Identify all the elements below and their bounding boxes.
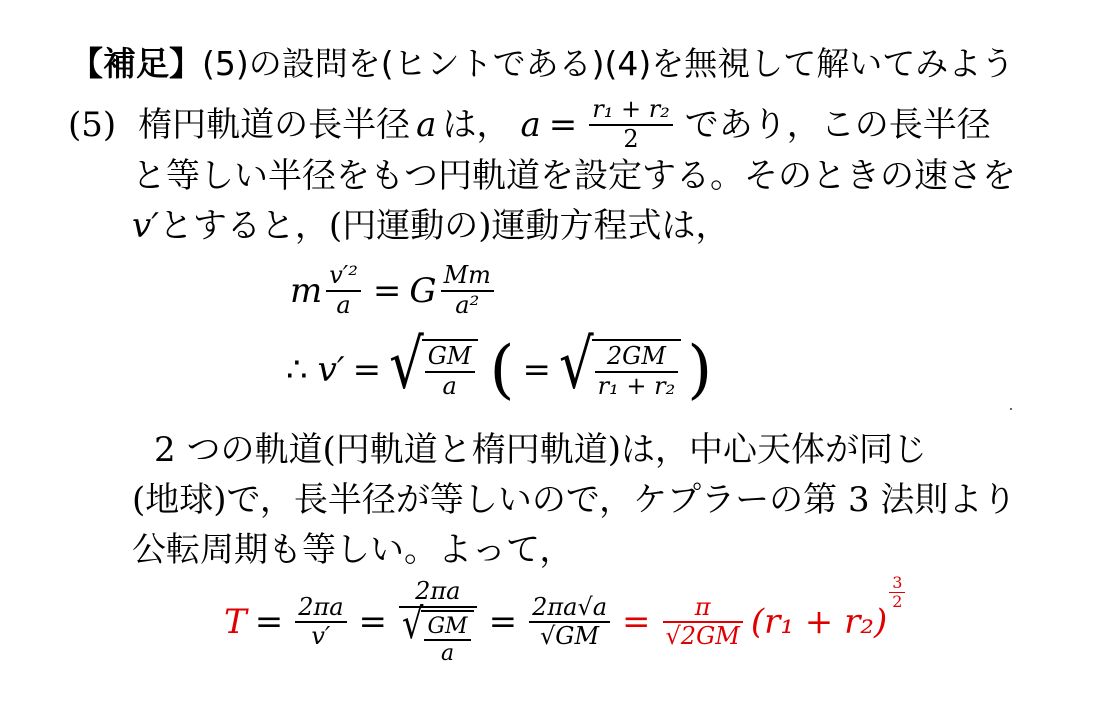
para1-line2: と等しい半径をもつ円軌道を設定する。そのときの速さを (132, 156, 1016, 196)
eq2-sqrt2-num: 2GM (606, 342, 666, 371)
para1-text1: 楕円軌道の長半径 (138, 104, 411, 145)
eq3-frac3-num: 2πa√a (532, 592, 608, 621)
eq1-G: G (409, 270, 437, 311)
velocity-equation: ∴ v′ = √ $\frac{GM}{a}$ ( = √ $\frac{2GM}{\text{r₁ + r₂}}$ ) (286, 325, 713, 407)
para1-line1 (68, 96, 991, 153)
equation-of-motion (290, 262, 498, 319)
heading-text: (5)の設問を(ヒントである)(4)を無視して解いてみよう (202, 44, 1015, 83)
eq2-sqrt1: √ $\frac{GM}{a}$ (389, 339, 477, 400)
eq3-equals-2: = (358, 602, 388, 643)
eq1-lhs-num: v′² (329, 261, 358, 289)
eq2-sqrt1-num: GM (427, 342, 472, 371)
therefore-symbol: ∴ (286, 350, 308, 390)
eq3-radius-sum: (r₁ + r₂) (750, 602, 888, 643)
eq3-equals-4: = (622, 602, 651, 643)
eq3-frac2 (399, 578, 477, 666)
question-number: (5) (68, 104, 117, 145)
fraction-denominator: 2 (589, 124, 673, 154)
eq1-equals: = (372, 270, 402, 311)
eq2-inner-equals: = (522, 350, 551, 390)
velocity-symbol: v′ (132, 206, 159, 246)
eq3-result-num: π (694, 592, 711, 621)
period-equation (224, 573, 909, 666)
para1-text3: であり，この長半径 (684, 104, 991, 145)
eq3-exponent-den: 2 (889, 592, 905, 611)
eq3-frac2-sqrt-num: GM (427, 613, 468, 639)
eq3-result-fraction (663, 594, 743, 651)
eq1-m: m (290, 270, 323, 311)
eq2-sqrt2: √ $\frac{2GM}{\text{r₁ + r₂}}$ (559, 339, 681, 400)
semi-major-axis-symbol: a (416, 104, 437, 145)
eq3-frac1-num: 2πa (298, 592, 344, 621)
eq3-frac3-den: √GM (529, 621, 610, 651)
eq1-lhs-fraction (326, 262, 361, 319)
para1-line3 (132, 206, 729, 246)
heading-label: 【補足】 (70, 44, 202, 83)
heading (70, 44, 1014, 84)
eq3-exponent (889, 574, 905, 612)
eq3-equals-3: = (488, 602, 518, 643)
eq3-frac2-sqrt: √ $\frac{GM}{a}$ (402, 610, 474, 667)
para1-line3-text: とすると，(円運動の)運動方程式は， (158, 206, 730, 246)
eq3-frac3 (529, 594, 610, 651)
eq1-rhs-num: Mm (443, 261, 491, 289)
eq-a: a (520, 104, 541, 145)
para2-line1: 2 つの軌道(円軌道と楕円軌道)は，中心天体が同じ (154, 430, 927, 470)
semi-major-axis-fraction (589, 96, 673, 153)
para2-line2: (地球)で，長半径が等しいので，ケプラーの第 3 法則より (132, 480, 1017, 520)
eq3-frac2-num: 2πa (415, 577, 461, 605)
eq3-frac2-sqrt-den: a (424, 639, 470, 666)
eq1-rhs-fraction (441, 262, 494, 319)
eq2-sqrt2-den: r₁ + r₂ (595, 371, 679, 401)
eq2-v: v′ (317, 350, 345, 390)
period-symbol: T (224, 602, 247, 643)
eq1-lhs-den: a (326, 290, 361, 320)
eq1-rhs-den: a² (441, 290, 494, 320)
eq2-equals: = (352, 350, 382, 390)
eq3-equals-1: = (254, 602, 284, 643)
eq3-exponent-num: 3 (892, 573, 903, 592)
para1-text2: は， (442, 104, 511, 145)
fraction-numerator: r₁ + r₂ (592, 95, 670, 123)
eq3-frac1 (295, 594, 346, 651)
eq3-result-den: √2GM (663, 621, 743, 651)
eq2-sqrt1-den: a (425, 371, 475, 401)
stray-dot (1010, 408, 1012, 410)
eq3-frac1-den: v′ (295, 621, 346, 651)
para2-line3: 公転周期も等しい。よって， (132, 530, 574, 570)
eq-sign: = (548, 104, 578, 145)
